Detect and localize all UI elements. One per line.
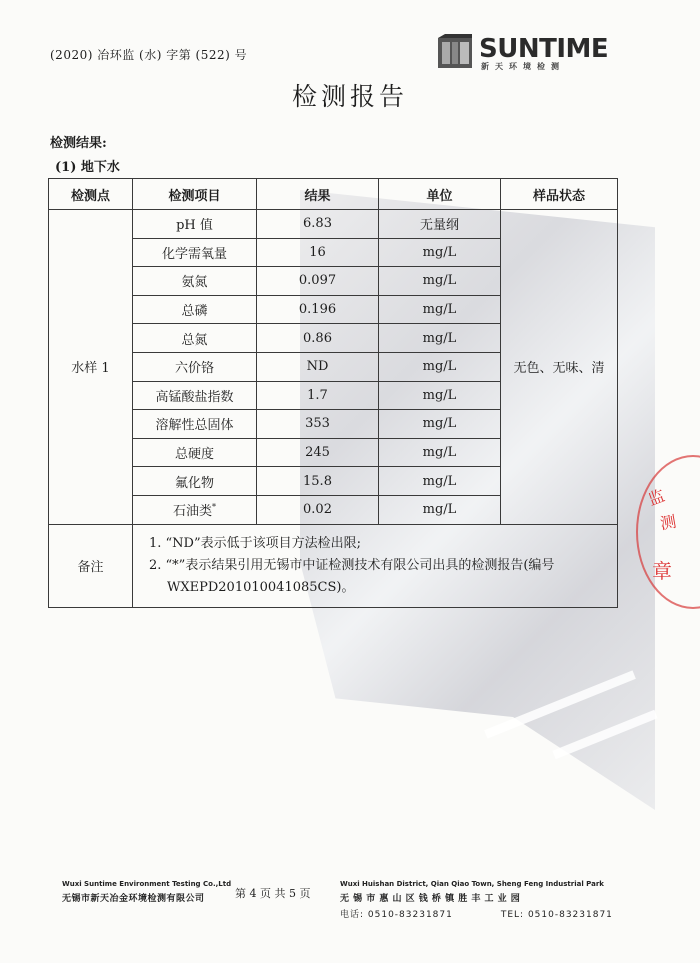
item-footnote-mark: * [212,502,216,512]
footer-company [62,880,231,904]
item-cell: 氨氮 [133,267,257,296]
footer-address [340,880,661,920]
page-number: 第 4 页 共 5 页 [235,887,311,900]
item-cell [133,495,257,524]
results-table [48,178,618,608]
column-header: 样品状态 [501,179,618,210]
unit-cell: mg/L [379,467,501,496]
seal-char: 章 [652,559,672,583]
column-header: 单位 [379,179,501,210]
remark-line: 2. “*”表示结果引用无锡市中证检测技术有限公司出具的检测报告(编号 [149,557,555,573]
item-cell: 氟化物 [133,467,257,496]
item-name: 石油类 [172,504,212,520]
unit-cell: mg/L [379,324,501,353]
page-title: 检测报告 [291,82,408,111]
result-cell: ND [257,352,379,381]
remark-row [49,524,618,607]
unit-cell: mg/L [379,295,501,324]
address-cn: 无 锡 市 惠 山 区 钱 桥 镇 胜 丰 工 业 园 [340,894,521,904]
result-cell: 0.097 [257,267,379,296]
sample-state-cell: 无色、无味、清 [501,210,618,525]
company-logo [437,34,607,74]
document-reference: (2020) 冶环监 (水) 字第 (522) 号 [50,48,248,62]
item-cell: pH 值 [133,210,257,239]
logo-subtext: 新天环境检测 [481,62,565,71]
company-name-cn: 无锡市新天冶金环境检测有限公司 [62,894,205,904]
result-cell: 15.8 [257,467,379,496]
item-cell: 总氮 [133,324,257,353]
item-cell: 溶解性总固体 [133,410,257,439]
remark-label-cell: 备注 [49,524,133,607]
result-cell: 245 [257,438,379,467]
result-cell: 0.196 [257,295,379,324]
sample-point-cell: 水样 1 [49,210,133,525]
unit-cell: mg/L [379,238,501,267]
subsection-label: (1) 地下水 [55,160,120,175]
item-cell: 化学需氧量 [133,238,257,267]
company-name-en: Wuxi Suntime Environment Testing Co.,Ltd [62,880,232,888]
seal-char: 测 [658,511,678,534]
unit-cell: mg/L [379,352,501,381]
remark-line: WXEPD201010041085CS)。 [167,579,355,595]
unit-cell: 无量纲 [379,210,501,239]
seal-char: 监 [645,485,668,510]
result-cell: 6.83 [257,210,379,239]
unit-cell: mg/L [379,438,501,467]
column-header: 结果 [257,179,379,210]
logo-text: SUNTIME [479,34,609,64]
contact-line [340,907,661,920]
remark-line: 1. “ND”表示低于该项目方法检出限; [149,535,362,551]
remark-content-cell [133,524,618,607]
unit-cell: mg/L [379,381,501,410]
result-cell: 0.02 [257,495,379,524]
result-cell: 353 [257,410,379,439]
unit-cell: mg/L [379,267,501,296]
column-header: 检测项目 [133,179,257,210]
unit-cell: mg/L [379,495,501,524]
result-cell: 1.7 [257,381,379,410]
section-label: 检测结果: [50,136,107,151]
result-cell: 16 [257,238,379,267]
unit-cell: mg/L [379,410,501,439]
column-header: 检测点 [49,179,133,210]
table-header-row [49,179,618,210]
tel-number: TEL: 0510-83231871 [500,910,613,920]
address-en: Wuxi Huishan District, Qian Qiao Town, Sheng Feng Industrial Park [340,880,604,888]
item-cell: 六价铬 [133,352,257,381]
logo-mark-icon [437,34,473,70]
item-cell: 总硬度 [133,438,257,467]
item-cell: 总磷 [133,295,257,324]
result-cell: 0.86 [257,324,379,353]
table-row [49,210,618,239]
phone-number: 电话: 0510-83231871 [340,910,453,920]
item-cell: 高锰酸盐指数 [133,381,257,410]
